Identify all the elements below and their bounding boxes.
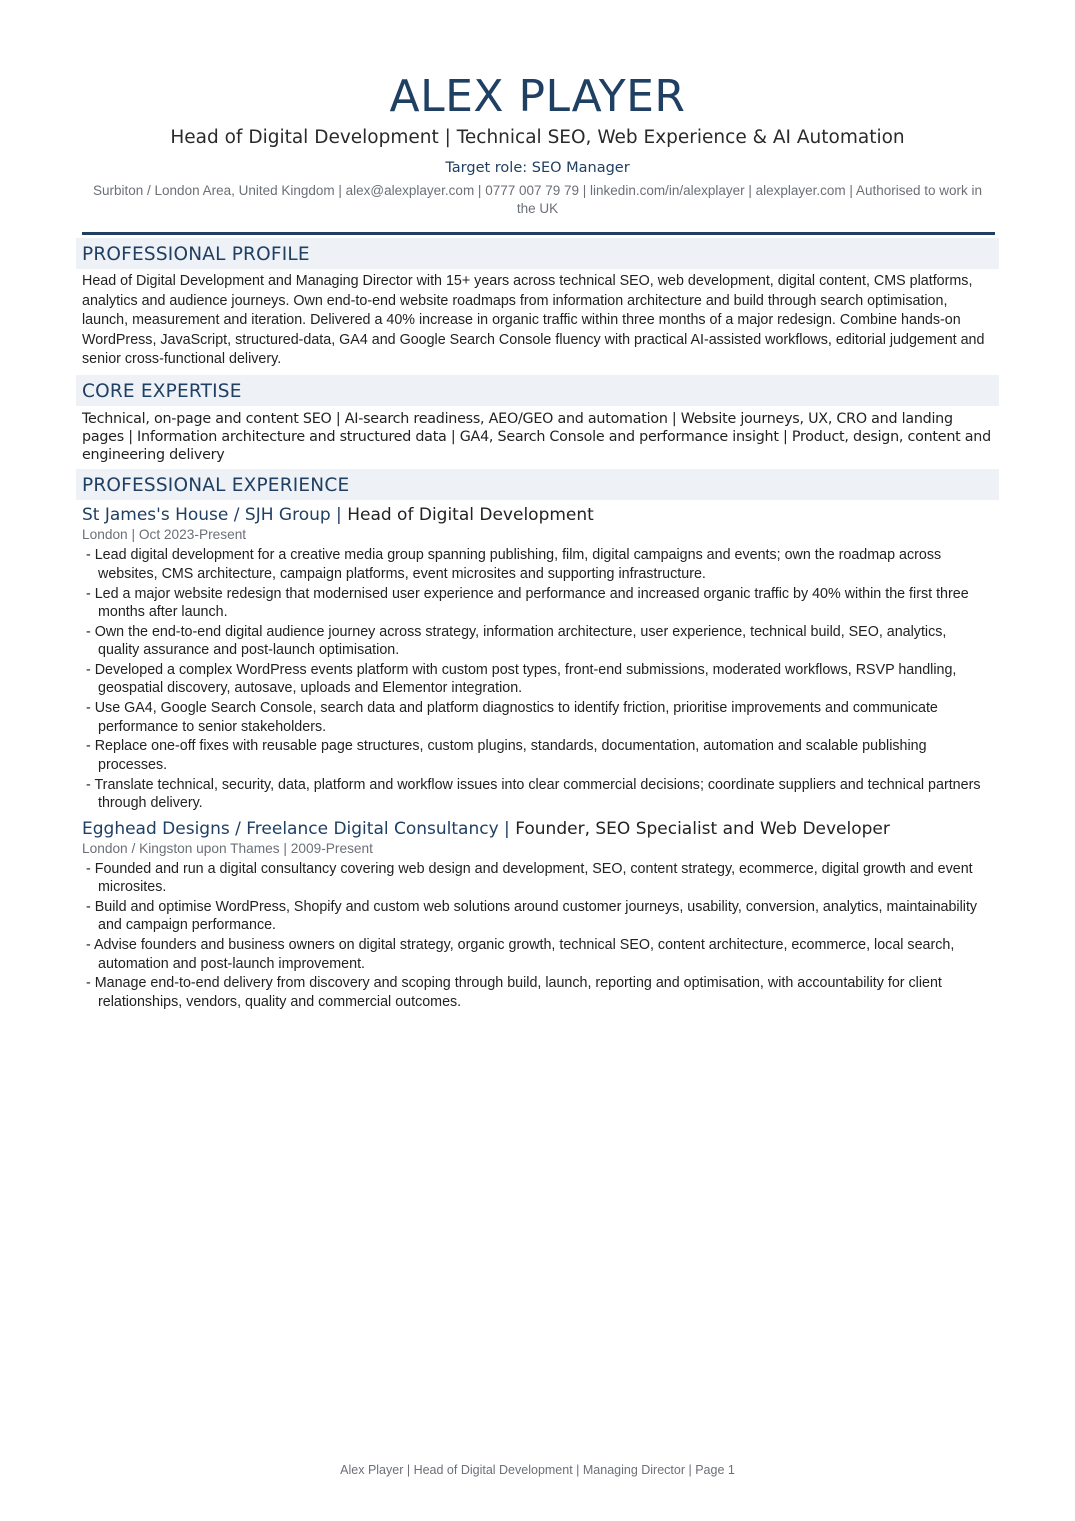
job-entry xyxy=(76,500,999,812)
headline: Head of Digital Development | Technical SEO, Web Experience & AI Automation xyxy=(170,127,905,148)
contact-line: Surbiton / London Area, United Kingdom | alex@alexplayer.com | 0777 007 79 79 | linkedin.com/in/alexplayer | alexplayer.com | Authorised to work in the UK xyxy=(93,183,982,216)
job-bullet: - Developed a complex WordPress events platform with custom post types, front-end submissions, moderated workflows, RSVP handling, geospatial discovery, autosave, uploads and Elementor integration. xyxy=(86,661,957,697)
job-title: Head of Digital Development xyxy=(347,505,594,526)
job-bullet: - Replace one-off fixes with reusable page structures, custom plugins, standards, documentation, automation and scalable publishing processes. xyxy=(86,738,927,773)
profile-text: Head of Digital Development and Managing Director with 15+ years across technical SEO, web development, digital content, CMS platforms, analytics and audience journeys. Own end-to-end website roadmaps from information architecture and build through search optimisation, launch, measurement and iteration. Delivered a 40% increase in organic traffic within three months of a major redesign. Combine hands-on WordPress, JavaScript, structured-data, GA4 and Google Search Console fluency with practical AI-assisted workflows, editorial judgement and senior cross-functional delivery. xyxy=(82,273,985,367)
expertise-text: Technical, on-page and content SEO | AI-search readiness, AEO/GEO and automation | Website journeys, UX, CRO and landing pages | Information architecture and structured data | GA4, Search Console and performance insight | Product, design, content and engineering delivery xyxy=(82,410,991,464)
header-divider xyxy=(82,232,995,235)
job-bullet: - Manage end-to-end delivery from discovery and scoping through build, launch, reporting and optimisation, with accountability for client relationships, vendors, quality and commercial outcomes. xyxy=(86,975,942,1010)
job-role xyxy=(76,814,999,840)
section-heading-profile: PROFESSIONAL PROFILE xyxy=(76,238,999,269)
job-bullet: - Led a major website redesign that modernised user experience and performance and increased organic traffic by 40% within the first three months after launch. xyxy=(86,585,969,621)
section-heading-expertise: CORE EXPERTISE xyxy=(76,375,999,406)
job-location-dates: London / Kingston upon Thames | 2009-Present xyxy=(82,840,373,856)
resume-page xyxy=(76,0,999,1012)
job-bullets xyxy=(76,546,999,812)
section-heading-experience: PROFESSIONAL EXPERIENCE xyxy=(76,469,999,500)
job-bullets xyxy=(76,860,999,1012)
job-bullet: - Build and optimise WordPress, Shopify and custom web solutions around customer journeys, usability, conversion, analytics, maintainability and campaign performance. xyxy=(86,898,978,934)
job-location-dates: London | Oct 2023-Present xyxy=(82,527,247,543)
job-bullet: - Founded and run a digital consultancy covering web design and development, SEO, content strategy, ecommerce, digital growth and event microsites. xyxy=(86,860,973,896)
page-footer: Alex Player | Head of Digital Development | Managing Director | Page 1 xyxy=(340,1463,735,1477)
candidate-name: ALEX PLAYER xyxy=(389,71,686,122)
job-organisation: Egghead Designs / Freelance Digital Consultancy | xyxy=(82,818,510,839)
job-entry xyxy=(76,814,999,1012)
job-bullet: - Translate technical, security, data, platform and workflow issues into clear commercial decisions; coordinate suppliers and technical partners through delivery. xyxy=(86,776,981,812)
job-bullet: - Use GA4, Google Search Console, search data and platform diagnostics to identify friction, prioritise improvements and communicate performance to senior stakeholders. xyxy=(86,700,938,735)
job-role xyxy=(76,500,999,526)
target-role: Target role: SEO Manager xyxy=(445,160,630,176)
job-bullet: - Advise founders and business owners on digital strategy, organic growth, technical SEO, content architecture, ecommerce, local search, automation and post-launch improvement. xyxy=(86,937,955,972)
job-organisation: St James's House / SJH Group | xyxy=(82,505,342,526)
job-bullet: - Lead digital development for a creative media group spanning publishing, film, digital campaigns and events; own the roadmap across websites, CMS architecture, campaign platforms, event microsites and supporting infrastructure. xyxy=(86,547,942,582)
job-bullet: - Own the end-to-end digital audience journey across strategy, information architecture, user experience, technical build, SEO, analytics, quality assurance and post-launch optimisation. xyxy=(86,623,947,659)
job-title: Founder, SEO Specialist and Web Developer xyxy=(515,818,890,839)
